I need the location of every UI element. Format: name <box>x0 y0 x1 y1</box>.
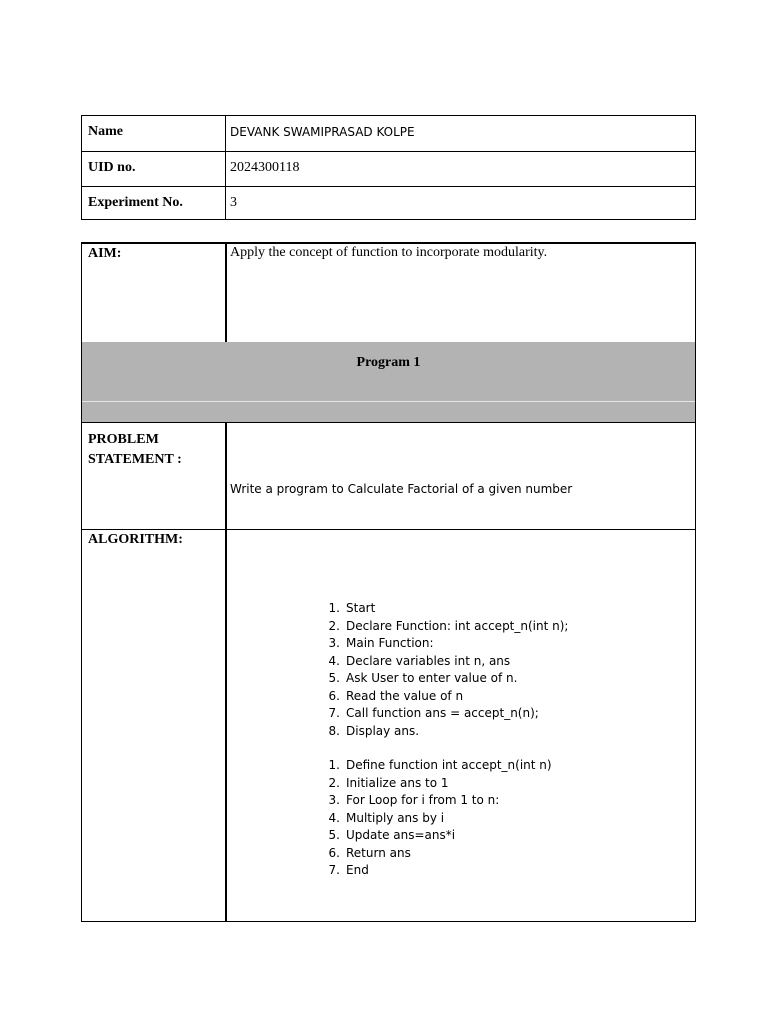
info-row-name <box>82 116 695 151</box>
name-label: Name <box>88 124 123 139</box>
experiment-value: 3 <box>230 195 237 210</box>
table-top-border <box>82 242 695 244</box>
student-info-table <box>81 115 696 220</box>
info-row-uid <box>82 151 695 187</box>
aim-divider <box>225 243 227 353</box>
program-header <box>82 342 695 422</box>
uid-label: UID no. <box>88 160 136 175</box>
experiment-table: AIM: Apply the concept of function to incorporate modularity. Program 1 PROBLEM STATEMENT : Write a program to Calculate Factorial of a given number ALGORITHM: 1. Start 2. Declare Function: int accept_n(int n); 3. Main Function: 4. Declare variables int n, ans 5. Ask User to enter value of n. 6. Read the value of n 7. Call function ans = accept_n(n); 8. Display ans. 1. Define function int accept_n(int n) 2. Initialize ans to 1 3. For Loop for i from 1 to n: 4. Multiply ans by i 5. Update ans=ans*i 6. Return ans 7. End <box>81 242 696 922</box>
problem-statement-text: Write a program to Calculate Factorial of a given number <box>230 482 573 496</box>
algorithm-label: ALGORITHM: <box>88 532 183 547</box>
aim-label: AIM: <box>88 246 122 261</box>
problem-label-line1: PROBLEM <box>88 432 159 447</box>
info-row-experiment <box>82 186 695 222</box>
problem-label-line2: STATEMENT : <box>88 452 182 467</box>
experiment-label: Experiment No. <box>88 195 183 210</box>
name-value: DEVANK SWAMIPRASAD KOLPE <box>230 125 415 139</box>
uid-value: 2024300118 <box>230 160 300 175</box>
body-divider <box>225 422 227 922</box>
program-title: Program 1 <box>356 355 421 370</box>
program-header-rule <box>82 401 695 402</box>
aim-text: Apply the concept of function to incorporate modularity. <box>230 245 548 260</box>
program-header-bottom-border <box>82 422 695 423</box>
